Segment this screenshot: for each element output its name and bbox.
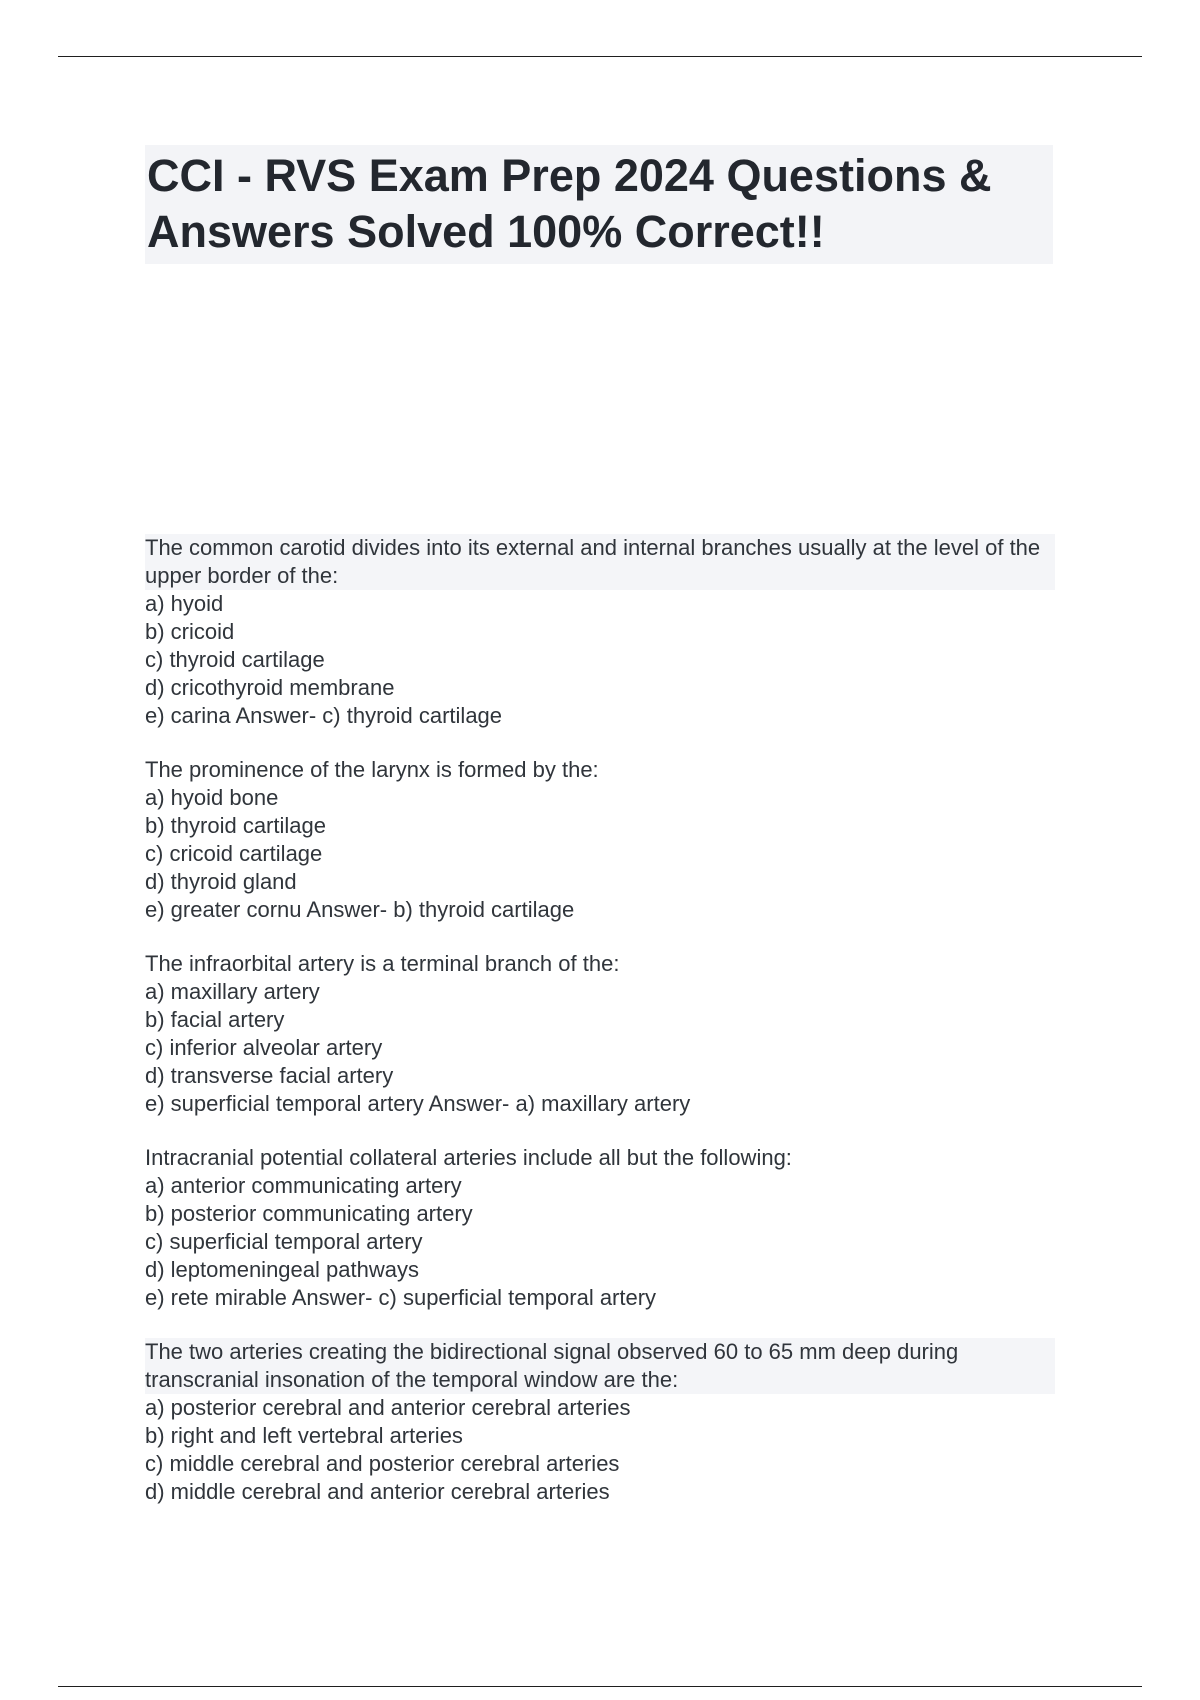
question-block [145, 1338, 1065, 1506]
answer-option-with-answer: e) greater cornu Answer- b) thyroid cartilage [145, 897, 575, 922]
question-block [145, 534, 1065, 730]
answer-option: b) right and left vertebral arteries [145, 1423, 463, 1448]
answer-option: d) transverse facial artery [145, 1063, 394, 1088]
answer-option: c) thyroid cartilage [145, 647, 325, 672]
question-prompt: The common carotid divides into its external and internal branches usually at the level of the upper border of the: [145, 534, 1055, 590]
answer-option: a) hyoid bone [145, 785, 279, 810]
answer-option: b) cricoid [145, 619, 235, 644]
answer-option-with-answer: e) rete mirable Answer- c) superficial temporal artery [145, 1285, 657, 1310]
document-title: CCI - RVS Exam Prep 2024 Questions & Answers Solved 100% Correct!! [147, 150, 992, 257]
answer-option: a) posterior cerebral and anterior cerebral arteries [145, 1395, 631, 1420]
title-block [145, 145, 1053, 264]
answer-option: b) posterior communicating artery [145, 1201, 473, 1226]
question-list [145, 534, 1065, 1532]
answer-option: c) cricoid cartilage [145, 841, 323, 866]
bottom-rule [58, 1686, 1142, 1687]
answer-option: d) middle cerebral and anterior cerebral arteries [145, 1479, 610, 1504]
answer-option: a) maxillary artery [145, 979, 320, 1004]
answer-option: c) superficial temporal artery [145, 1229, 423, 1254]
answer-option: d) cricothyroid membrane [145, 675, 395, 700]
answer-option: c) middle cerebral and posterior cerebral arteries [145, 1451, 620, 1476]
question-prompt: The prominence of the larynx is formed by the: [145, 757, 599, 782]
question-block [145, 1144, 1065, 1312]
answer-option-with-answer: e) carina Answer- c) thyroid cartilage [145, 703, 503, 728]
question-prompt: The two arteries creating the bidirectional signal observed 60 to 65 mm deep during transcranial insonation of the temporal window are the: [145, 1338, 1055, 1394]
answer-option: a) anterior communicating artery [145, 1173, 462, 1198]
answer-option: a) hyoid [145, 591, 224, 616]
question-prompt: Intracranial potential collateral arteries include all but the following: [145, 1145, 792, 1170]
answer-option-with-answer: e) superficial temporal artery Answer- a) maxillary artery [145, 1091, 691, 1116]
question-block [145, 950, 1065, 1118]
answer-option: c) inferior alveolar artery [145, 1035, 383, 1060]
question-block [145, 756, 1065, 924]
question-prompt: The infraorbital artery is a terminal branch of the: [145, 951, 620, 976]
answer-option: b) thyroid cartilage [145, 813, 326, 838]
answer-option: d) thyroid gland [145, 869, 297, 894]
answer-option: b) facial artery [145, 1007, 285, 1032]
top-rule [58, 56, 1142, 57]
answer-option: d) leptomeningeal pathways [145, 1257, 419, 1282]
